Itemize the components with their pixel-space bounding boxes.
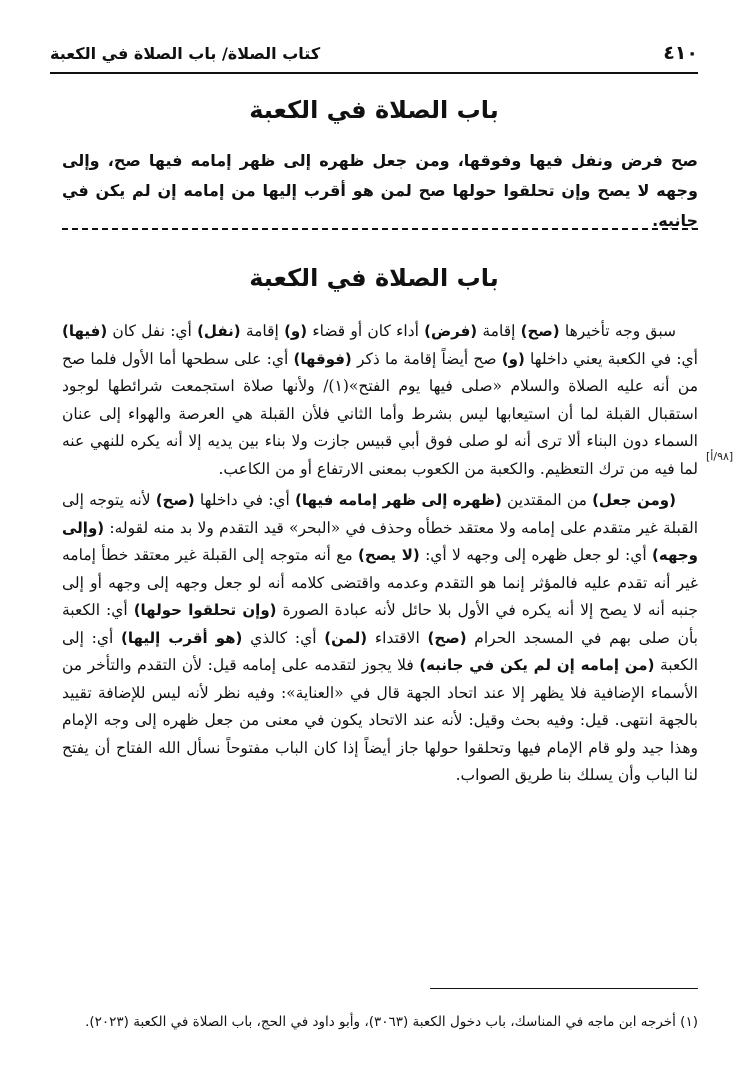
matn-quote: (ظهره إلى ظهر إمامه فيها) [295,491,502,509]
commentary-text: أي: على سطحها أما الأول فلما صح من أنه عليه الصلاة والسلام «صلى فيها يوم الفتح»(١)/ ولأنها صلاة استجمعت شرائطها لوجود استقبال القبلة لما أن استيعابها ليس بشرط وأما الثاني فلأن القبلة هي العرصة والهواء إلى عنان السماء دون البناء ألا ترى أنه لو صلى فوق أبي قبيس جازت ولا بناء بين يديه إلا أنه يكره للنهي عنه لما فيه من ترك التعظيم. والكعبة من الكعوب بمعنى الارتفاع أو من الكاعب. [62,349,698,478]
commentary-paragraph [62,487,698,790]
commentary-text: أي: إلى الكعبة [62,628,699,674]
running-header-title: كتاب الصلاة/ باب الصلاة في الكعبة [50,44,321,63]
running-header [50,40,698,74]
matn-quote: (فرض) [424,322,478,340]
commentary-text: إقامة [477,322,521,340]
commentary-text: أي: كالذي [242,628,325,647]
commentary-text: من المقتدين [501,491,593,509]
footnote: (١) أخرجه ابن ماجه في المناسك، باب دخول الكعبة (٣٠٦٣)، وأبو داود في الحج، باب الصلاة في الكعبة (٢٠٢٣). [85,1014,698,1030]
commentary-text: الاقتداء [367,628,428,647]
commentary-text: أي: في داخلها [194,491,295,509]
matn-quote: (لمن) [324,628,368,647]
commentary-paragraph [62,318,698,483]
matn-quote: (صح) [427,628,467,647]
commentary-text: إقامة [240,322,285,340]
commentary-text: سبق وجه تأخيرها [559,322,676,340]
dashed-divider [62,228,698,230]
matn-quote: (لا يصح) [358,546,420,564]
commentary-text: فلا يجوز لتقدمه على إمامه قيل: لأن التقدم والتأخر من الأسماء الإضافية فلا يظهر إلا عند اتحاد الجهة قال في «العناية»: وفيه نظر لأنه ليس للإضافة تقييد بالجهة انتهى. قيل: وفيه بحث وقيل: لأنه عند الاتحاد يكون في معنى من جعل ظهره إلى وجه الإمام وهذا جيد ولو قام الإمام فيها وتحلقوا حولها جاز أيضاً إذا كان الباب مفتوحاً نسأل الله الفتاح أن يفتح لنا الباب وأن يسلك بنا طريق الصواب. [62,656,698,784]
commentary-text: أداء كان أو قضاء [307,322,425,340]
matn-quote: (ومن جعل) [592,491,676,509]
commentary-heading: باب الصلاة في الكعبة [249,264,499,292]
matn-quote: (وإلى وجهه) [62,518,699,564]
matn-heading: باب الصلاة في الكعبة [249,96,499,124]
commentary-text: لأنه يتوجه إلى القبلة غير متقدم على إمامه ولا معتقد خطأه وحذف في «البحر» قيد التقدم ولا بد منه لقوله: [62,491,698,537]
commentary-text: أي: لو جعل ظهره إلى وجهه لا أي: [419,546,653,564]
commentary-text: صح أيضاً إقامة ما ذكر [351,349,502,368]
commentary-text: أي: في الكعبة يعني داخلها [524,349,698,368]
folio-marker: [٩٨/أ] [706,450,734,463]
matn-quote: (و) [284,322,308,340]
matn-quote: (وإن تحلقوا حولها) [133,601,277,619]
matn-text: صح فرض ونفل فيها وفوقها، ومن جعل ظهره إلى ظهر إمامه فيها صح، وإلى وجهه لا يصح وإن تحلقوا حولها صح لمن هو أقرب إليها من إمامه إن لم يكن في جانبه. [62,151,698,230]
matn-quote: (و) [501,349,525,368]
matn-quote: (فوقها) [293,349,352,368]
commentary-text: أي: الكعبة بأن صلى بهم في المسجد الحرام [62,601,698,647]
commentary-text: أي: نفل كان [107,322,198,340]
page-number: ٤١٠ [663,42,698,64]
matn-quote: (فيها) [62,322,108,340]
matn-quote: (هو أقرب إليها) [121,628,243,647]
matn-quote: (من إمامه إن لم يكن في جانبه) [419,656,655,674]
matn-quote: (نفل) [197,322,241,340]
matn-quote: (صح) [520,322,560,340]
commentary-text: مع أنه متوجه إلى القبلة غير معتقد خطأ إمامه غير أنه تقدم عليه فالمؤثر إنما هو التقدم وعدمه واقتضى كلامه أنه لو جعل وجهه إلى وجهه أو إلى جنبه أنه لا يصح إلا أنه يكره في الأول بلا حائل لأنه عبادة الصورة [62,546,698,619]
footnote-divider [430,988,698,989]
matn-quote: (صح) [155,491,195,509]
header-divider [50,72,698,74]
commentary-body [62,318,698,790]
